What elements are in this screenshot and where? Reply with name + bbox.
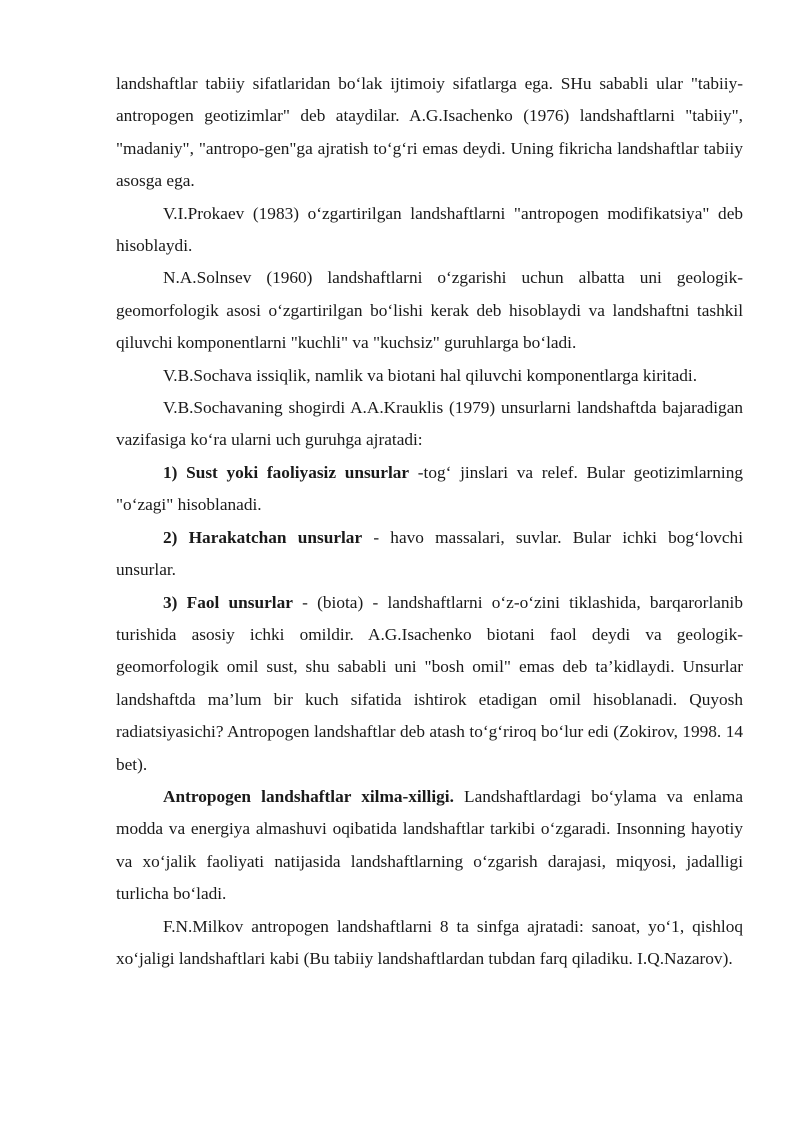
paragraph-2 bbox=[116, 198, 743, 263]
bold-heading: 1) Sust yoki faoliyasiz unsurlar bbox=[163, 462, 410, 482]
bold-heading: 2) Harakatchan unsurlar bbox=[163, 527, 363, 547]
paragraph-text: landshaftlar tabiiy sifatlaridan bo‘lak ijtimoiy sifatlarga ega. SHu sababli ular "tabiiy-antropogen geotizimlar" deb ataydilar. A.G.Isachenko (1976) landshaftlarni "tabiiy", "madaniy", "antropo-gen"ga ajratish to‘g‘ri emas deydi. Uning fikricha landshaftlar tabiiy asosga ega. bbox=[116, 74, 743, 191]
paragraph-10 bbox=[116, 911, 743, 976]
paragraph-text: V.I.Prokaev (1983) o‘zgartirilgan landshaftlarni "antropogen modifikatsiya" deb hisoblaydi. bbox=[116, 203, 743, 256]
paragraph-3 bbox=[116, 262, 743, 359]
paragraph-text: V.B.Sochavaning shogirdi A.A.Krauklis (1979) unsurlarni landshaftda bajaradigan vazifasiga ko‘ra ularni uch guruhga ajratadi: bbox=[116, 398, 743, 450]
bold-heading: Antropogen landshaftlar xilma-xilligi. bbox=[163, 786, 454, 806]
paragraph-7 bbox=[116, 522, 743, 587]
paragraph-text: Landshaftlardagi bo‘ylama va enlama modda va energiya almashuvi oqibatida landshaftlar tarkibi o‘zgaradi. Insonning hayotiy va xo‘jalik faoliyati natijasida landshaftlarning o‘zgarish darajasi, miqyosi, jadalligi turlicha bo‘ladi. bbox=[116, 786, 743, 904]
paragraph-text: N.A.Solnsev (1960) landshaftlarni o‘zgarishi uchun albatta uni geologik-geomorfologik asosi o‘zgartirilgan bo‘lishi kerak deb hisoblaydi va landshaftni tashkil qiluvchi komponentlarni "kuchli" va "kuchsiz" guruhlarga bo‘ladi. bbox=[116, 268, 743, 353]
paragraph-text: -tog‘ jinslari va relef. Bular geotizimlarning "o‘zagi" hisoblanadi. bbox=[116, 462, 743, 515]
paragraph-9 bbox=[116, 781, 743, 911]
paragraph-5 bbox=[116, 392, 743, 457]
paragraph-1 bbox=[116, 68, 743, 198]
paragraph-8 bbox=[116, 587, 743, 781]
document-page bbox=[116, 68, 743, 975]
paragraph-text: V.B.Sochava issiqlik, namlik va biotani hal qiluvchi komponentlarga kiritadi. bbox=[163, 365, 698, 385]
paragraph-4 bbox=[116, 360, 743, 392]
bold-heading: 3) Faol unsurlar bbox=[163, 592, 293, 612]
paragraph-text: - havo massalari, suvlar. Bular ichki bog‘lovchi unsurlar. bbox=[116, 527, 743, 580]
paragraph-text: - (biota) - landshaftlarni o‘z-o‘zini tiklashida, barqarorlanib turishida asosiy ichki omildir. A.G.Isachenko biotani faol deydi va geologik-geomorfologik omil sust, shu sababli uni "bosh omil" emas deb ta’kidlaydi. Unsurlar landshaftda ma’lum bir kuch sifatida ishtirok etadigan omil hisoblanadi. Quyosh radiatsiyasichi? Antropogen landshaftlar deb atash to‘g‘riroq bo‘lur edi (Zokirov, 1998. 14 bet). bbox=[116, 592, 743, 774]
paragraph-6 bbox=[116, 457, 743, 522]
paragraph-text: F.N.Milkov antropogen landshaftlarni 8 ta sinfga ajratadi: sanoat, yo‘1, qishloq xo‘jaligi landshaftlari kabi (Bu tabiiy landshaftlardan tubdan farq qiladiku. I.Q.Nazarov). bbox=[116, 916, 743, 968]
